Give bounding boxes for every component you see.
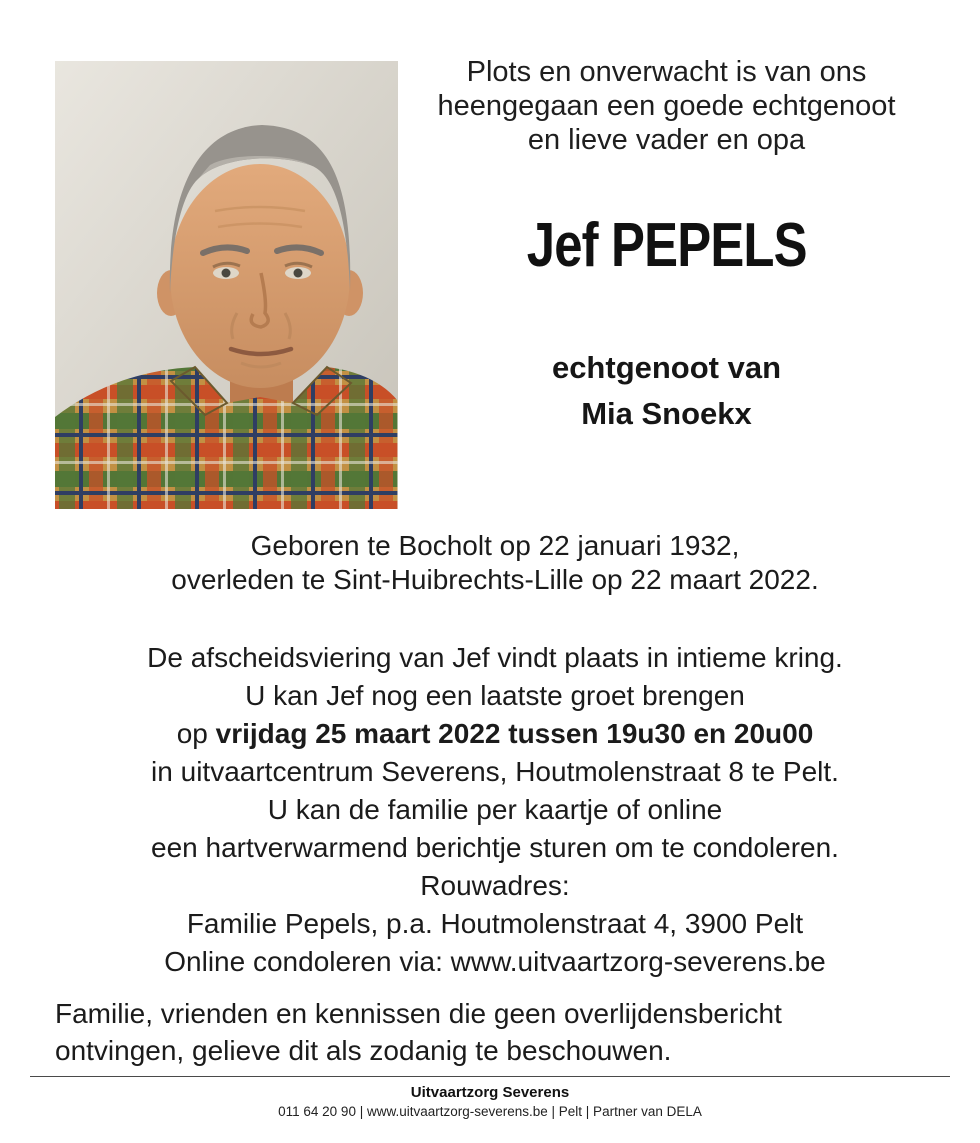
life-dates-line: overleden te Sint-Huibrechts-Lille op 22 maart 2022. xyxy=(171,564,819,595)
deceased-name: Jef PEPELS xyxy=(526,211,807,280)
funeral-home-footer xyxy=(30,1076,950,1119)
ceremony-info xyxy=(55,639,935,981)
ceremony-line: Rouwadres: xyxy=(420,870,570,901)
footer-company: Uitvaartzorg Severens xyxy=(410,1084,570,1101)
mourning-address: Familie Pepels, p.a. Houtmolenstraat 4, 3900 Pelt xyxy=(186,908,804,939)
intro-line: heengegaan een goede echtgenoot xyxy=(437,90,896,122)
intro-line: Plots en onverwacht is van ons xyxy=(466,56,867,88)
intro-line: en lieve vader en opa xyxy=(527,124,806,156)
life-dates-line: Geboren te Bocholt op 22 januari 1932, xyxy=(250,530,740,561)
ceremony-datetime: vrijdag 25 maart 2022 tussen 19u30 en 20u00 xyxy=(215,718,814,749)
general-notice xyxy=(55,995,935,1069)
life-dates xyxy=(55,529,935,597)
portrait-photo xyxy=(55,61,398,509)
spouse-block xyxy=(398,345,935,437)
condolence-url-line: Online condoleren via: www.uitvaartzorg-severens.be xyxy=(164,946,826,977)
ceremony-line: in uitvaartcentrum Severens, Houtmolenstraat 8 te Pelt. xyxy=(151,756,839,787)
spouse-name: Mia Snoekx xyxy=(581,396,752,431)
portrait-illustration xyxy=(55,61,398,509)
notice-line: ontvingen, gelieve dit als zodanig te beschouwen. xyxy=(55,1035,672,1066)
notice-line: Familie, vrienden en kennissen die geen overlijdensbericht xyxy=(55,998,782,1029)
ceremony-line: U kan Jef nog een laatste groet brengen xyxy=(245,680,745,711)
ceremony-line: U kan de familie per kaartje of online xyxy=(267,794,723,825)
intro-text xyxy=(398,55,935,157)
ceremony-line: een hartverwarmend berichtje sturen om te condoleren. xyxy=(151,832,839,863)
ceremony-datetime-prefix: op xyxy=(176,718,216,749)
ceremony-line: De afscheidsviering van Jef vindt plaats in intieme kring. xyxy=(147,642,843,673)
deceased-name-wrap xyxy=(398,211,935,293)
relation-label: echtgenoot van xyxy=(551,350,782,385)
footer-details: 011 64 20 90 | www.uitvaartzorg-severens.be | Pelt | Partner van DELA xyxy=(278,1104,702,1119)
header-text-column xyxy=(398,55,935,437)
header-section xyxy=(55,55,935,509)
ceremony-datetime-line xyxy=(55,715,935,753)
